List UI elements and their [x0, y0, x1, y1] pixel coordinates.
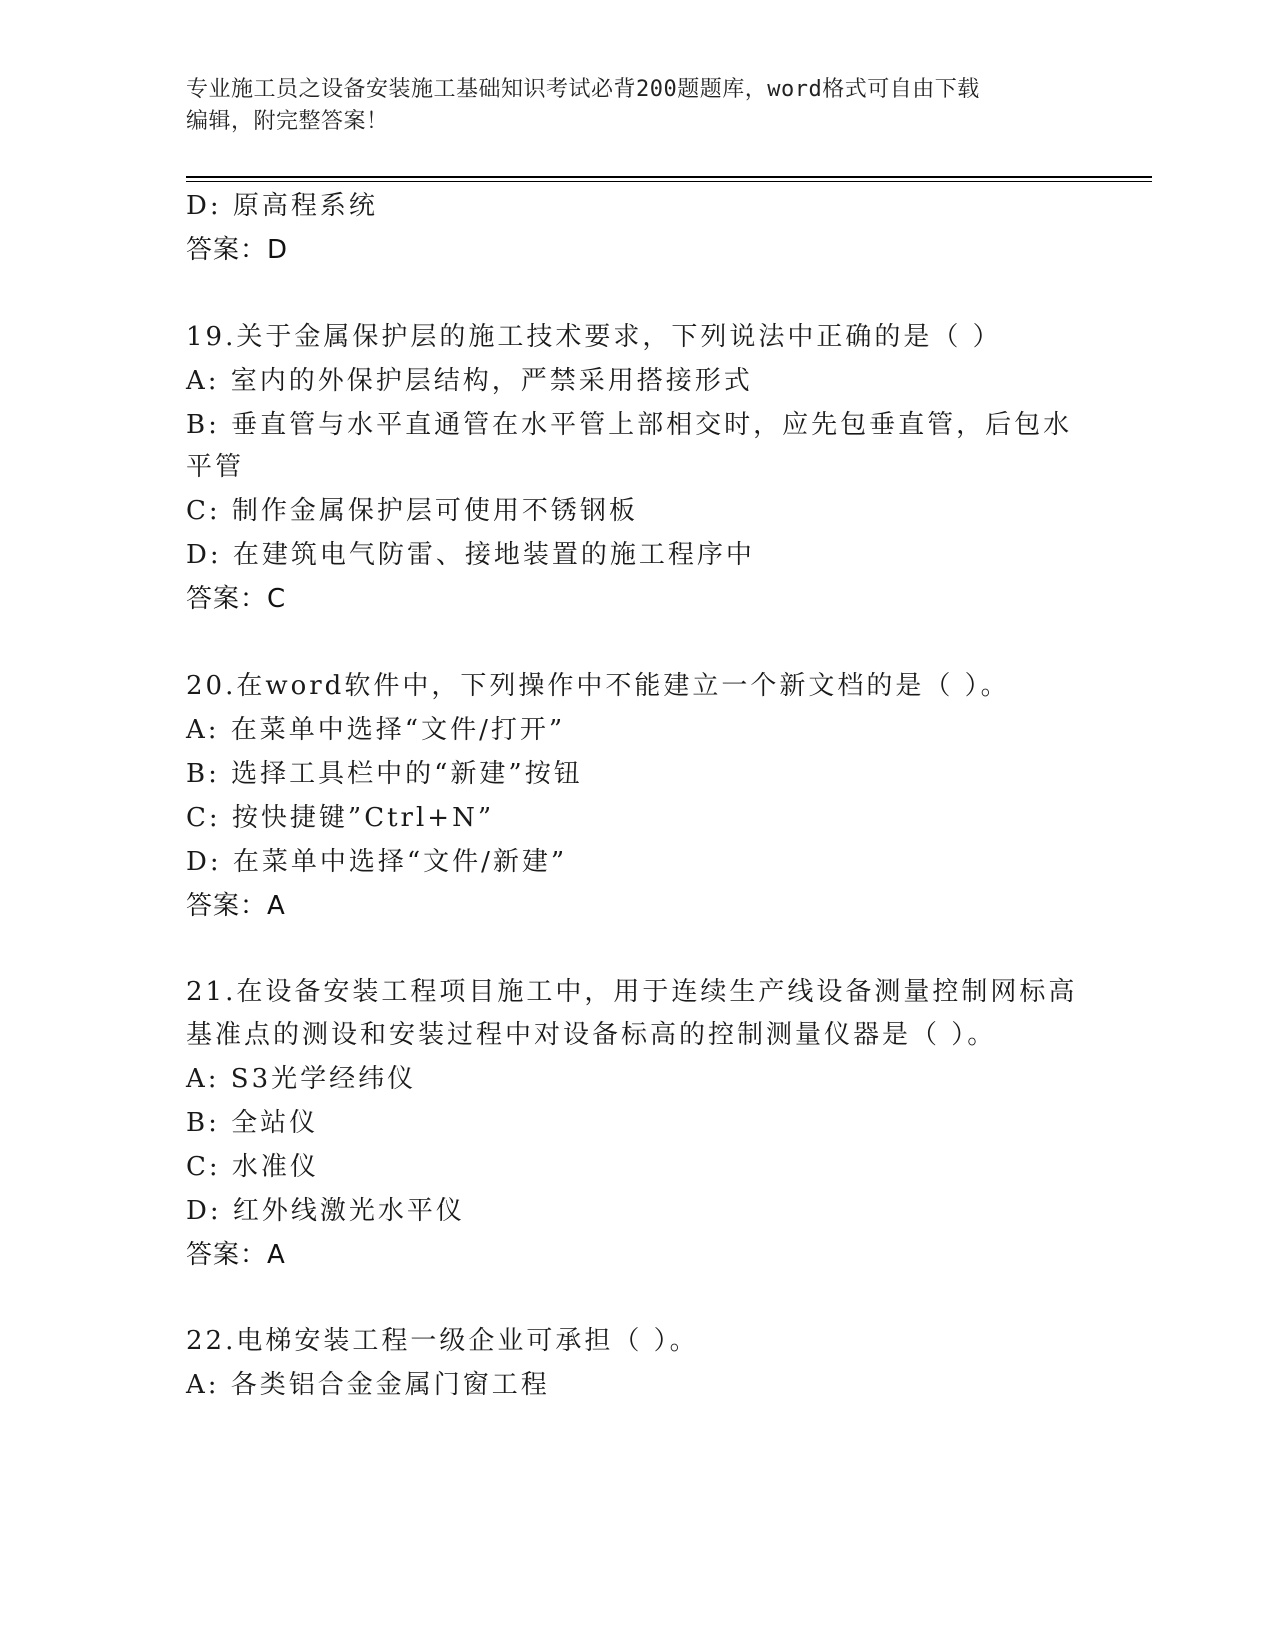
q19-option-a: A: 室内的外保护层结构，严禁采用搭接形式	[186, 366, 753, 396]
q22-option-a: A: 各类铝合金金属门窗工程	[186, 1370, 550, 1400]
document-header	[186, 74, 1086, 138]
q20-option-d: D: 在菜单中选择“文件/新建”	[186, 847, 568, 877]
q19-option-b-cont: 平管	[186, 452, 245, 482]
q21-option-a: A: S3光学经纬仪	[186, 1064, 417, 1094]
q20-stem: 20.在word软件中，下列操作中不能建立一个新文档的是（ ）。	[186, 671, 1010, 701]
q20-answer: 答案：A	[186, 891, 286, 921]
q22-stem: 22.电梯安装工程一级企业可承担（ ）。	[186, 1326, 699, 1356]
q21-stem-line-1: 21.在设备安装工程项目施工中，用于连续生产线设备测量控制网标高	[186, 977, 1078, 1007]
header-title-line-1: 专业施工员之设备安装施工基础知识考试必背200题题库，word格式可自由下载	[186, 77, 980, 102]
q19-option-c: C: 制作金属保护层可使用不锈钢板	[186, 496, 638, 526]
header-divider-thick	[186, 176, 1152, 178]
q19-option-b: B: 垂直管与水平直通管在水平管上部相交时，应先包垂直管，后包水	[186, 410, 1073, 440]
q20-option-c: C: 按快捷键”Ctrl+N”	[186, 803, 495, 833]
q21-option-d: D: 红外线激光水平仪	[186, 1196, 465, 1226]
header-title-line-2: 编辑，附完整答案！	[186, 109, 389, 134]
q20-option-b: B: 选择工具栏中的“新建”按钮	[186, 759, 583, 789]
header-divider-thin	[186, 181, 1152, 182]
q20-option-a: A: 在菜单中选择“文件/打开”	[186, 715, 566, 745]
q19-stem: 19.关于金属保护层的施工技术要求，下列说法中正确的是（ ）	[186, 322, 1002, 352]
prev-answer: 答案：D	[186, 235, 289, 265]
q21-stem-line-2: 基准点的测设和安装过程中对设备标高的控制测量仪器是（ ）。	[186, 1020, 997, 1050]
q21-option-b: B: 全站仪	[186, 1108, 319, 1138]
q19-answer: 答案：C	[186, 584, 287, 614]
q19-option-d: D: 在建筑电气防雷、接地装置的施工程序中	[186, 540, 755, 570]
q21-option-c: C: 水准仪	[186, 1152, 319, 1182]
prev-option-d: D: 原高程系统	[186, 191, 378, 221]
q21-answer: 答案：A	[186, 1240, 286, 1270]
